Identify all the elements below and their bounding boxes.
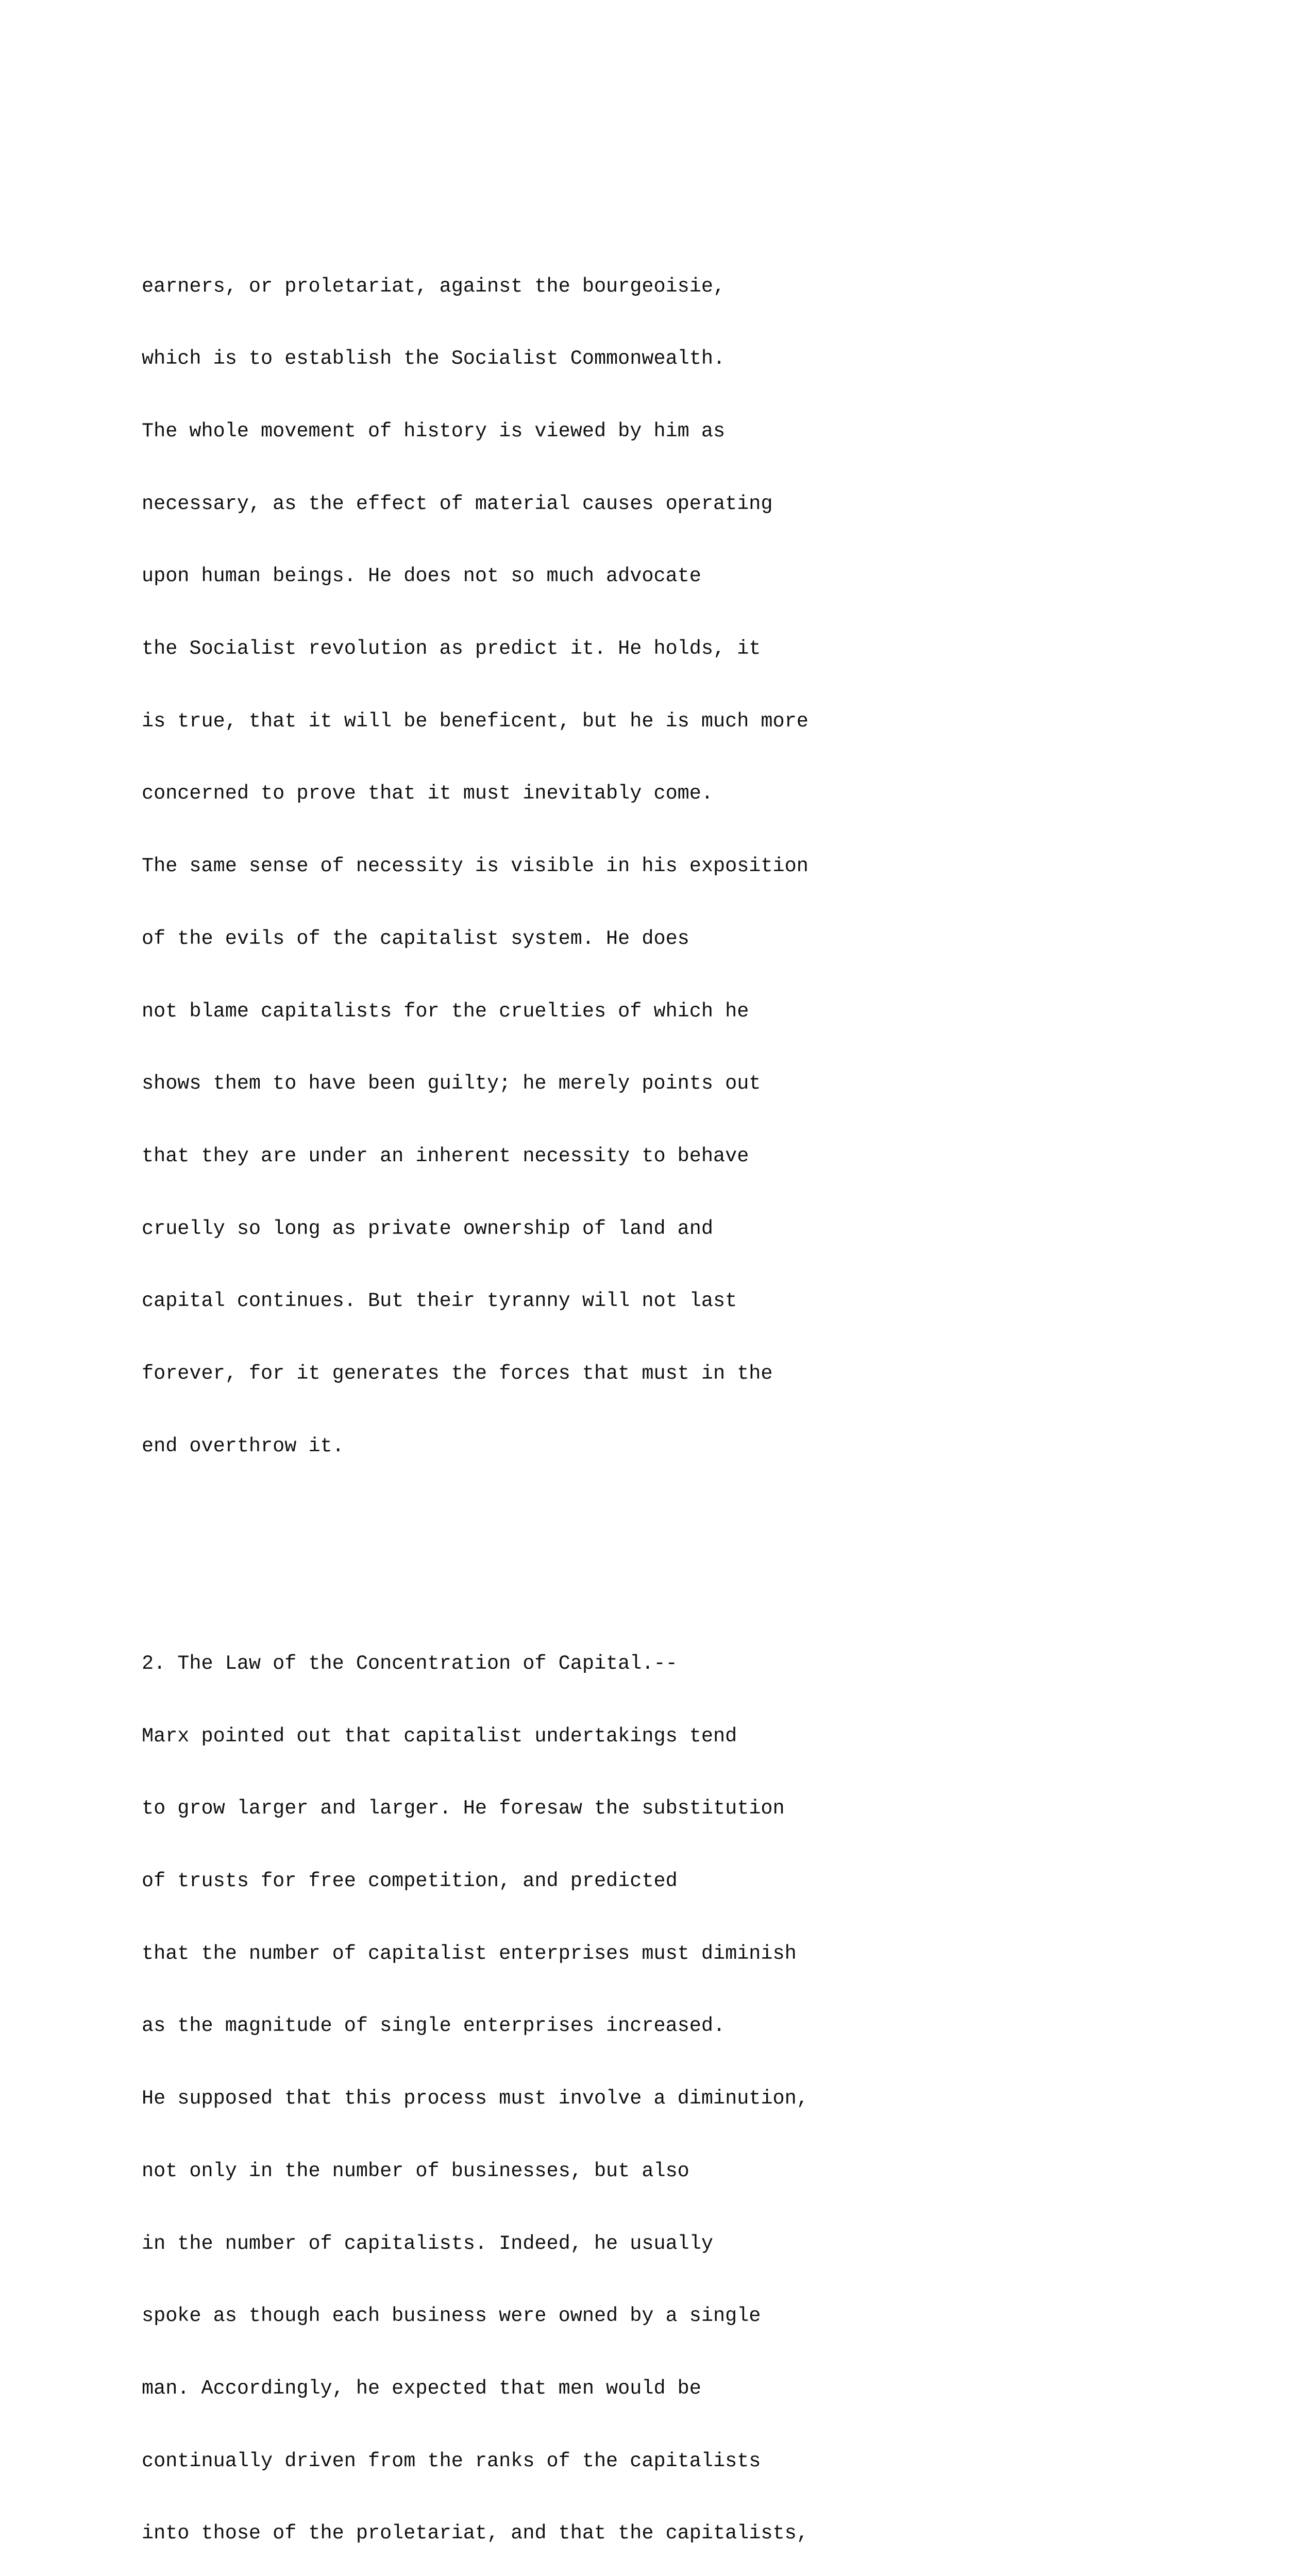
text-line: which is to establish the Socialist Commonwealth. <box>142 347 726 370</box>
text-line: that the number of capitalist enterprises must diminish <box>142 1942 797 1965</box>
section-heading-line: 2. The Law of the Concentration of Capital.-- <box>142 1652 678 1675</box>
paragraph-intro <box>142 226 1224 1507</box>
text-line: concerned to prove that it must inevitably come. <box>142 782 713 805</box>
text-line: necessary, as the effect of material causes operating <box>142 492 773 515</box>
text-line: that they are under an inherent necessity to behave <box>142 1144 749 1167</box>
text-line: of trusts for free competition, and predicted <box>142 1870 678 1893</box>
text-line: The same sense of necessity is visible in his exposition <box>142 855 808 878</box>
text-line: is true, that it will be beneficent, but he is much more <box>142 709 808 733</box>
text-line: in the number of capitalists. Indeed, he usually <box>142 2232 713 2255</box>
text-line: earners, or proletariat, against the bourgeoisie, <box>142 275 726 298</box>
text-line: upon human beings. He does not so much advocate <box>142 565 701 588</box>
text-line: spoke as though each business were owned by a single <box>142 2304 761 2328</box>
text-line: He supposed that this process must involve a diminution, <box>142 2087 808 2110</box>
document-body <box>142 154 1224 2576</box>
text-line: capital continues. But their tyranny will not last <box>142 1290 737 1313</box>
text-line: to grow larger and larger. He foresaw the substitution <box>142 1797 785 1820</box>
text-line: as the magnitude of single enterprises increased. <box>142 2014 726 2038</box>
text-line: Marx pointed out that capitalist undertakings tend <box>142 1724 737 1748</box>
text-line: shows them to have been guilty; he merely points out <box>142 1072 761 1095</box>
text-line: continually driven from the ranks of the capitalists <box>142 2449 761 2472</box>
text-line: not blame capitalists for the cruelties of which he <box>142 999 749 1023</box>
text-line: not only in the number of businesses, but also <box>142 2159 689 2182</box>
text-line: man. Accordingly, he expected that men would be <box>142 2377 701 2400</box>
text-line: end overthrow it. <box>142 1434 344 1458</box>
text-line: cruelly so long as private ownership of land and <box>142 1217 713 1240</box>
text-line: the Socialist revolution as predict it. He holds, it <box>142 637 761 660</box>
text-line: of the evils of the capitalist system. He does <box>142 927 689 950</box>
paragraph-concentration-of-capital <box>142 1603 1224 2576</box>
text-line: The whole movement of history is viewed by him as <box>142 419 726 443</box>
text-line: into those of the proletariat, and that the capitalists, <box>142 2522 808 2545</box>
text-line: forever, for it generates the forces that must in the <box>142 1362 773 1385</box>
